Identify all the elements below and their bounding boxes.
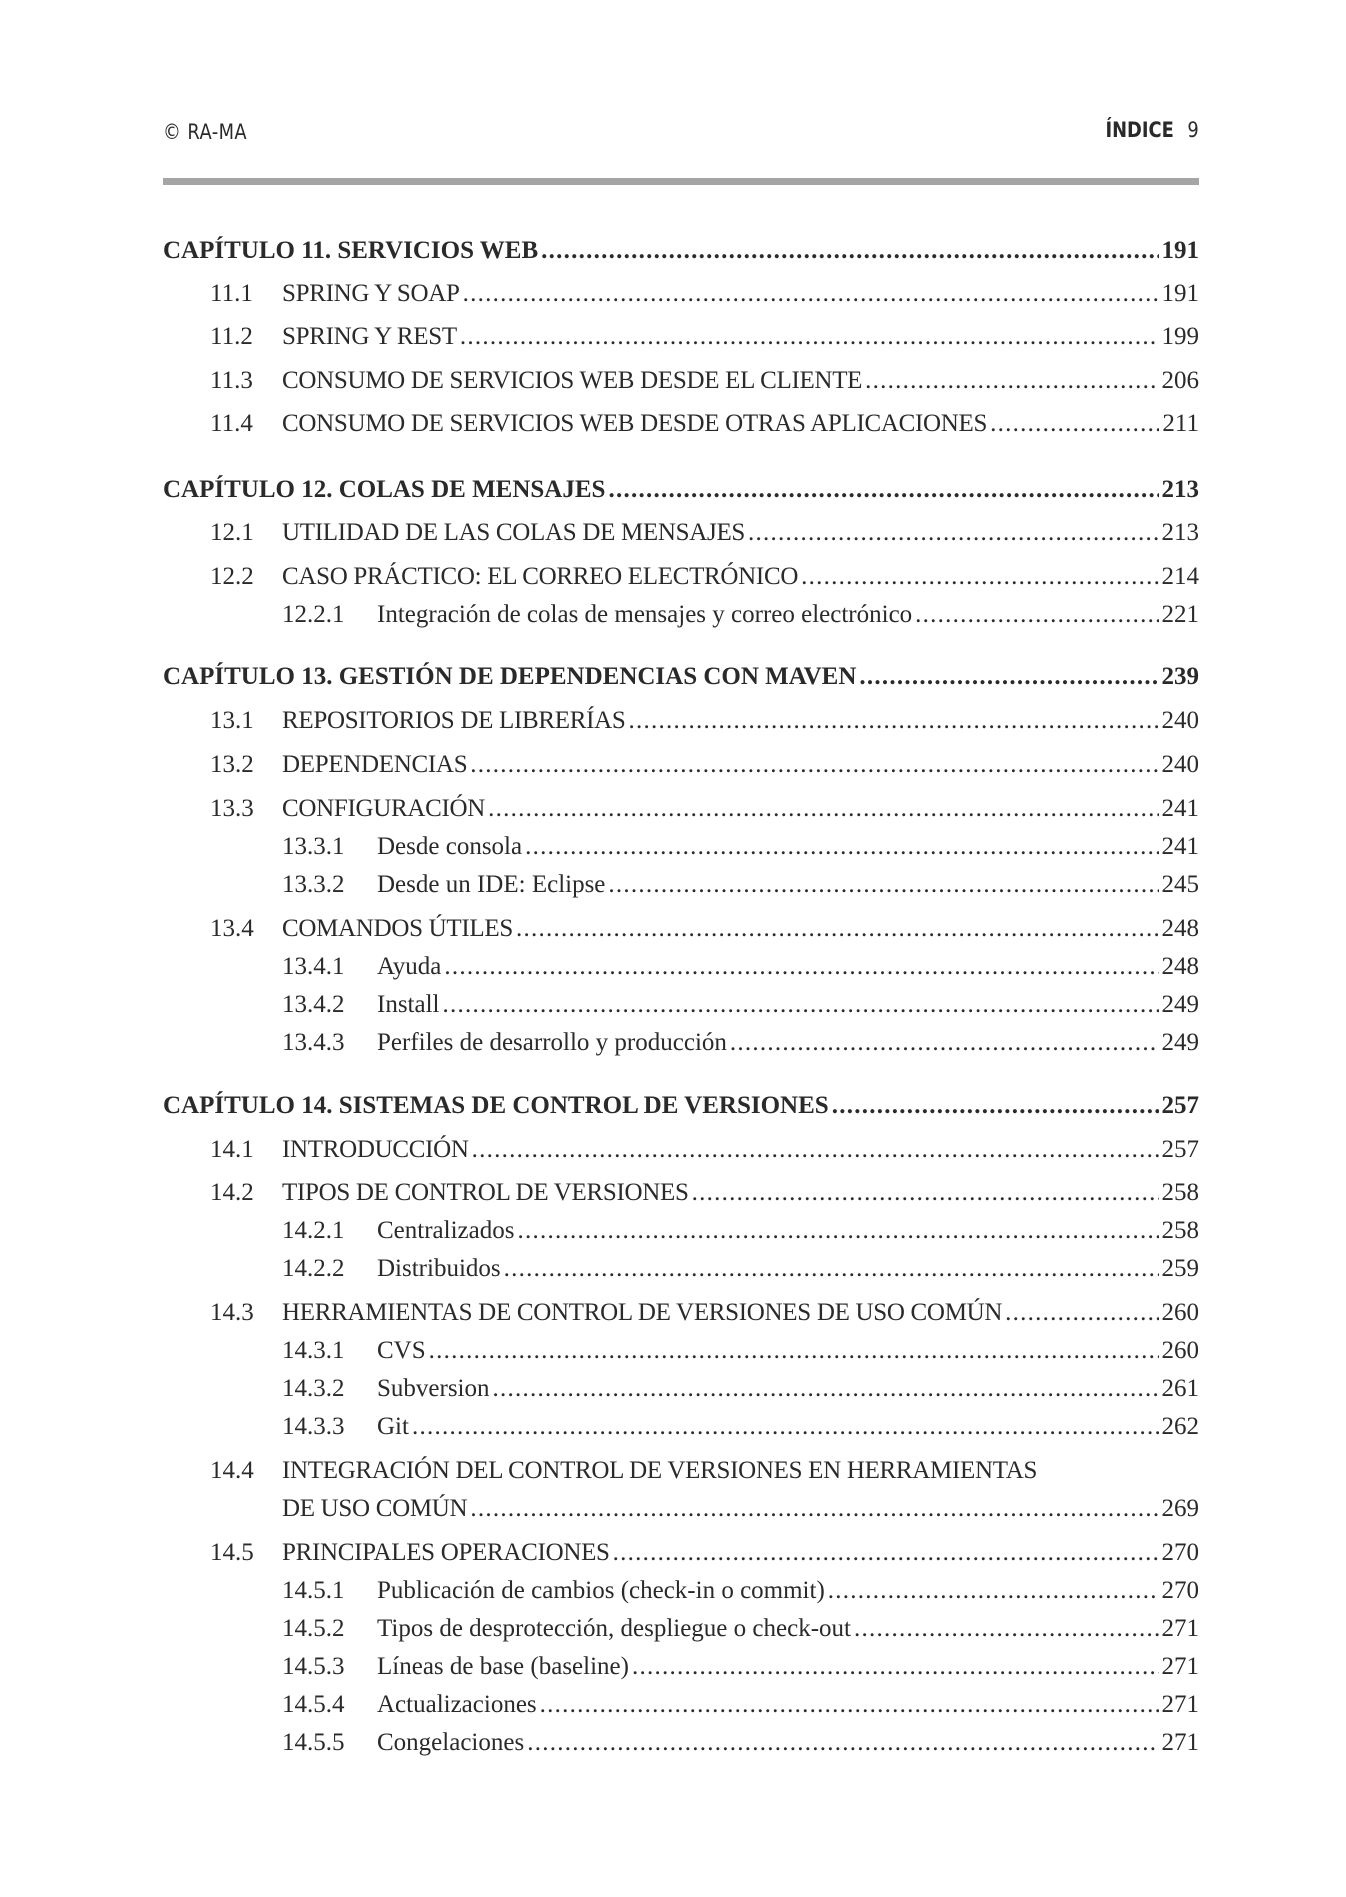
toc-subsection-entry xyxy=(163,1612,1199,1646)
dot-leader xyxy=(525,830,1158,864)
dot-leader xyxy=(692,1176,1159,1210)
toc-entry-number: 14.5.2 xyxy=(282,1615,345,1642)
toc-entry-page: 257 xyxy=(1161,1136,1199,1163)
toc-entry-page: 239 xyxy=(1161,663,1199,690)
toc-entry-title: SPRING Y SOAP xyxy=(282,280,460,307)
toc-entry-page: 271 xyxy=(1161,1653,1199,1680)
toc-subsection-entry xyxy=(163,1334,1199,1368)
dot-leader xyxy=(613,1536,1159,1570)
toc-entry-page: 214 xyxy=(1161,563,1199,590)
toc-subsection-entry xyxy=(163,1214,1199,1248)
toc-entry-title: SPRING Y REST xyxy=(282,323,457,350)
toc-entry-title: PRINCIPALES OPERACIONES xyxy=(282,1539,610,1566)
toc-entry-title: CAPÍTULO 12. COLAS DE MENSAJES xyxy=(163,476,606,503)
dot-leader xyxy=(460,320,1159,354)
toc-entry-page: 191 xyxy=(1161,280,1199,307)
dot-leader xyxy=(444,950,1158,984)
toc-entry-number: 14.5.5 xyxy=(282,1729,345,1756)
dot-leader xyxy=(915,598,1158,632)
toc-chapter-entry xyxy=(163,473,1199,507)
toc-section-entry xyxy=(163,560,1199,594)
toc-entry-page: 248 xyxy=(1161,915,1199,942)
toc-entry-title: UTILIDAD DE LAS COLAS DE MENSAJES xyxy=(282,519,746,546)
toc-entry-number: 14.3.1 xyxy=(282,1337,345,1364)
dot-leader xyxy=(493,1372,1159,1406)
toc-section-entry xyxy=(163,704,1199,738)
toc-entry-page: 240 xyxy=(1161,751,1199,778)
toc-entry-number: 13.3.1 xyxy=(282,833,345,860)
toc-subsection-entry xyxy=(163,1372,1199,1406)
toc-entry-page: 213 xyxy=(1161,519,1199,546)
toc-entry-title: Líneas de base (baseline) xyxy=(377,1653,629,1680)
toc-entry-page: 199 xyxy=(1161,323,1199,350)
toc-entry-title: CASO PRÁCTICO: EL CORREO ELECTRÓNICO xyxy=(282,563,799,590)
dot-leader xyxy=(504,1252,1159,1286)
toc-section-entry xyxy=(163,516,1199,550)
toc-entry-page: 258 xyxy=(1161,1179,1199,1206)
toc-entry-page: 191 xyxy=(1161,237,1199,264)
toc-entry-title: COMANDOS ÚTILES xyxy=(282,915,513,942)
toc-section-entry xyxy=(163,1492,1199,1526)
toc-entry-title: REPOSITORIOS DE LIBRERÍAS xyxy=(282,707,626,734)
toc-entry-title: CAPÍTULO 14. SISTEMAS DE CONTROL DE VERSIONES xyxy=(163,1092,829,1119)
toc-entry-number: 14.2 xyxy=(210,1179,254,1206)
toc-chapter-entry xyxy=(163,660,1199,694)
page-header xyxy=(163,116,1044,152)
dot-leader xyxy=(632,1650,1159,1684)
toc-subsection-entry xyxy=(163,1726,1199,1760)
toc-entry-number: 12.2.1 xyxy=(282,601,345,628)
dot-leader xyxy=(801,560,1158,594)
dot-leader xyxy=(990,407,1159,441)
toc-entry-title: CONFIGURACIÓN xyxy=(282,795,486,822)
toc-subsection-entry xyxy=(163,1252,1199,1286)
publisher-mark: © RA-MA xyxy=(163,120,248,144)
toc-entry-number: 14.5.4 xyxy=(282,1691,345,1718)
toc-entry-title: CONSUMO DE SERVICIOS WEB DESDE OTRAS APLICACIONES xyxy=(282,410,988,437)
toc-entry-title: CONSUMO DE SERVICIOS WEB DESDE EL CLIENTE xyxy=(282,367,863,394)
toc-entry-page: 241 xyxy=(1161,833,1199,860)
dot-leader xyxy=(832,1089,1159,1123)
dot-leader xyxy=(527,1726,1158,1760)
toc-entry-page: 240 xyxy=(1161,707,1199,734)
dot-leader xyxy=(859,660,1158,694)
dot-leader xyxy=(516,912,1159,946)
toc-entry-title: INTEGRACIÓN DEL CONTROL DE VERSIONES EN HERRAMIENTAS xyxy=(282,1457,1038,1484)
toc-entry-number: 14.4 xyxy=(210,1457,254,1484)
toc-entry-page: 271 xyxy=(1161,1691,1199,1718)
dot-leader xyxy=(443,988,1159,1022)
toc-entry-page: 260 xyxy=(1161,1299,1199,1326)
dot-leader xyxy=(748,516,1158,550)
toc-section-entry xyxy=(163,1176,1199,1210)
toc-entry-page: 262 xyxy=(1161,1413,1199,1440)
toc-entry-page: 261 xyxy=(1161,1375,1199,1402)
toc-entry-number: 11.3 xyxy=(210,367,253,394)
toc-entry-page: 271 xyxy=(1161,1615,1199,1642)
toc-entry-number: 13.3 xyxy=(210,795,254,822)
toc-section-entry xyxy=(163,748,1199,782)
toc-entry-number: 14.1 xyxy=(210,1136,254,1163)
toc-entry-page: 249 xyxy=(1161,991,1199,1018)
toc-entry-title: DE USO COMÚN xyxy=(282,1495,468,1522)
toc-subsection-entry xyxy=(163,598,1199,632)
dot-leader xyxy=(828,1574,1159,1608)
toc-section-entry xyxy=(163,1296,1199,1330)
dot-leader xyxy=(463,277,1159,311)
toc-section-entry xyxy=(163,320,1199,354)
toc-section-entry xyxy=(163,277,1199,311)
toc-subsection-entry xyxy=(163,1650,1199,1684)
toc-entry-title: Centralizados xyxy=(377,1217,515,1244)
toc-entry-title: CAPÍTULO 13. GESTIÓN DE DEPENDENCIAS CON MAVEN xyxy=(163,663,857,690)
toc-entry-page: 249 xyxy=(1161,1029,1199,1056)
toc-section-entry xyxy=(163,407,1199,441)
dot-leader xyxy=(517,1214,1158,1248)
toc-entry-title: Perfiles de desarrollo y producción xyxy=(377,1029,727,1056)
header-right xyxy=(1106,118,1199,142)
toc-entry-title: Congelaciones xyxy=(377,1729,525,1756)
toc-entry-number: 13.4.2 xyxy=(282,991,345,1018)
toc-entry-number: 14.2.1 xyxy=(282,1217,345,1244)
toc-entry-page: 241 xyxy=(1161,795,1199,822)
header-rule xyxy=(163,178,1199,185)
toc-section-entry xyxy=(163,1133,1199,1167)
toc-entry-number: 11.2 xyxy=(210,323,253,350)
toc-section-entry xyxy=(163,792,1199,826)
toc-subsection-entry xyxy=(163,988,1199,1022)
toc-entry-number: 14.5.3 xyxy=(282,1653,345,1680)
toc-entry-page: 221 xyxy=(1161,601,1199,628)
toc-entry-title: Publicación de cambios (check-in o commit) xyxy=(377,1577,825,1604)
toc-entry-title: CVS xyxy=(377,1337,426,1364)
toc-entry-page: 259 xyxy=(1161,1255,1199,1282)
toc-entry-title: Desde consola xyxy=(377,833,523,860)
toc-subsection-entry xyxy=(163,1410,1199,1444)
toc-entry-page: 211 xyxy=(1162,410,1199,437)
toc-entry-number: 14.3.3 xyxy=(282,1413,345,1440)
toc-entry-number: 13.1 xyxy=(210,707,254,734)
toc-subsection-entry xyxy=(163,830,1199,864)
toc-entry-title: Subversion xyxy=(377,1375,490,1402)
toc-entry-page: 206 xyxy=(1161,367,1199,394)
toc-entry-number: 13.4.3 xyxy=(282,1029,345,1056)
dot-leader xyxy=(540,1688,1159,1722)
toc-chapter-entry xyxy=(163,1089,1199,1123)
toc-entry-number: 13.3.2 xyxy=(282,871,345,898)
dot-leader xyxy=(608,868,1158,902)
toc-entry-title: CAPÍTULO 11. SERVICIOS WEB xyxy=(163,237,539,264)
toc-entry-number: 13.2 xyxy=(210,751,254,778)
toc-entry-page: 248 xyxy=(1161,953,1199,980)
toc-entry-page: 245 xyxy=(1161,871,1199,898)
toc-entry-number: 11.1 xyxy=(210,280,253,307)
toc-entry-title: HERRAMIENTAS DE CONTROL DE VERSIONES DE USO COMÚN xyxy=(282,1299,1003,1326)
section-title: ÍNDICE xyxy=(1105,118,1175,142)
toc-entry-number: 14.2.2 xyxy=(282,1255,345,1282)
toc-section-entry xyxy=(163,1454,1199,1488)
toc-entry-number: 14.5.1 xyxy=(282,1577,345,1604)
toc-entry-number: 13.4 xyxy=(210,915,254,942)
toc-subsection-entry xyxy=(163,1688,1199,1722)
toc-entry-page: 270 xyxy=(1161,1539,1199,1566)
toc-entry-title: Install xyxy=(377,991,440,1018)
toc-entry-title: Actualizaciones xyxy=(377,1691,537,1718)
dot-leader xyxy=(865,364,1158,398)
toc-entry-page: 260 xyxy=(1161,1337,1199,1364)
toc-entry-page: 269 xyxy=(1161,1495,1199,1522)
toc-subsection-entry xyxy=(163,868,1199,902)
toc-section-entry xyxy=(163,1536,1199,1570)
dot-leader xyxy=(472,1133,1159,1167)
toc-subsection-entry xyxy=(163,1574,1199,1608)
dot-leader xyxy=(608,473,1158,507)
toc-entry-number: 12.2 xyxy=(210,563,254,590)
toc-entry-page: 257 xyxy=(1161,1092,1199,1119)
toc-entry-number: 12.1 xyxy=(210,519,254,546)
dot-leader xyxy=(1005,1296,1158,1330)
toc-entry-title: Desde un IDE: Eclipse xyxy=(377,871,606,898)
toc-entry-page: 270 xyxy=(1161,1577,1199,1604)
dot-leader xyxy=(541,234,1158,268)
toc-section-entry xyxy=(163,364,1199,398)
toc-subsection-entry xyxy=(163,950,1199,984)
toc-entry-title: Tipos de desprotección, despliegue o check-out xyxy=(377,1615,851,1642)
dot-leader xyxy=(429,1334,1159,1368)
toc-entry-page: 258 xyxy=(1161,1217,1199,1244)
dot-leader xyxy=(488,792,1158,826)
toc-entry-title: Distribuidos xyxy=(377,1255,501,1282)
page-number: 9 xyxy=(1187,118,1199,142)
toc-entry-title: TIPOS DE CONTROL DE VERSIONES xyxy=(282,1179,689,1206)
toc-entry-title: DEPENDENCIAS xyxy=(282,751,468,778)
toc-entry-title: Ayuda xyxy=(377,953,442,980)
dot-leader xyxy=(412,1410,1159,1444)
dot-leader xyxy=(854,1612,1159,1646)
toc-entry-number: 11.4 xyxy=(210,410,253,437)
toc-entry-title: Git xyxy=(377,1413,409,1440)
toc-entry-number: 13.4.1 xyxy=(282,953,345,980)
dot-leader xyxy=(470,1492,1158,1526)
toc-entry-page: 271 xyxy=(1161,1729,1199,1756)
toc-entry-number: 14.5 xyxy=(210,1539,254,1566)
toc-chapter-entry xyxy=(163,234,1199,268)
toc-entry-title: Integración de colas de mensajes y correo electrónico xyxy=(377,601,913,628)
toc-section-entry xyxy=(163,912,1199,946)
dot-leader xyxy=(730,1026,1159,1060)
dot-leader xyxy=(628,704,1158,738)
toc-subsection-entry xyxy=(163,1026,1199,1060)
toc-entry-number: 14.3.2 xyxy=(282,1375,345,1402)
toc-entry-title: INTRODUCCIÓN xyxy=(282,1136,469,1163)
toc-entry-page: 213 xyxy=(1161,476,1199,503)
dot-leader xyxy=(470,748,1158,782)
toc-entry-number: 14.3 xyxy=(210,1299,254,1326)
